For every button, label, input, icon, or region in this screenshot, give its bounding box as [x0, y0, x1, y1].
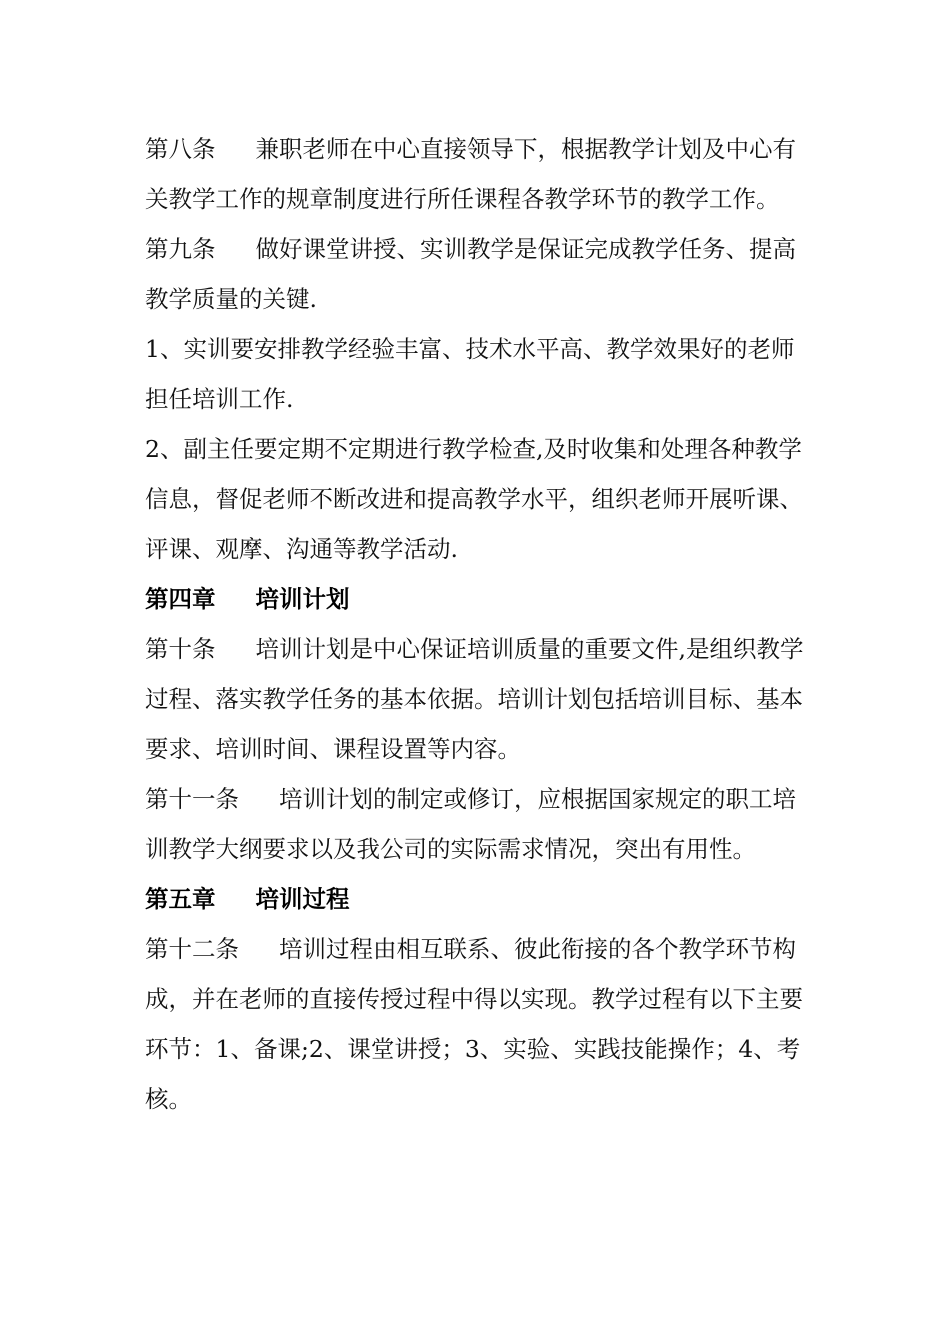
chapter-4-number: 第四章 — [145, 585, 216, 613]
article-12-text: 培训过程由相互联系、彼此衔接的各个教学环节构成，并在老师的直接传授过程中得以实现。教学过程有以下主要环节：1、备课;2、课堂讲授；3、实验、实践技能操作；4、考核。 — [145, 935, 803, 1113]
chapter-4-title: 培训计划 — [255, 585, 350, 613]
article-11-text: 培训计划的制定或修订，应根据国家规定的职工培训教学大纲要求以及我公司的实际需求情况，突出有用性。 — [145, 785, 796, 863]
item-2-text: 2、副主任要定期不定期进行教学检查,及时收集和处理各种教学信息，督促老师不断改进和提高教学水平，组织老师开展听课、评课、观摩、沟通等教学活动. — [145, 435, 803, 563]
article-11-label: 第十一条 — [145, 785, 239, 813]
article-9-label: 第九条 — [145, 235, 216, 263]
article-9 — [145, 224, 805, 324]
document-body — [145, 124, 805, 1124]
chapter-5-heading — [145, 874, 805, 924]
article-8-label: 第八条 — [145, 135, 216, 163]
article-8 — [145, 124, 805, 224]
chapter-5-number: 第五章 — [145, 885, 216, 913]
item-1-text: 1、实训要安排教学经验丰富、技术水平高、教学效果好的老师担任培训工作. — [145, 335, 795, 413]
article-10-text: 培训计划是中心保证培训质量的重要文件,是组织教学过程、落实教学任务的基本依据。培训计划包括培训目标、基本要求、培训时间、课程设置等内容。 — [145, 635, 804, 763]
article-10-label: 第十条 — [145, 635, 216, 663]
article-9-item-1 — [145, 324, 805, 424]
chapter-5-title: 培训过程 — [255, 885, 350, 913]
article-9-text: 做好课堂讲授、实训教学是保证完成教学任务、提高教学质量的关键. — [145, 235, 796, 313]
article-10 — [145, 624, 805, 774]
article-11 — [145, 774, 805, 874]
chapter-4-heading — [145, 574, 805, 624]
article-9-item-2 — [145, 424, 805, 574]
article-12-label: 第十二条 — [145, 935, 239, 963]
article-12 — [145, 924, 805, 1124]
article-8-text: 兼职老师在中心直接领导下，根据教学计划及中心有关教学工作的规章制度进行所任课程各教学环节的教学工作。 — [145, 135, 796, 213]
